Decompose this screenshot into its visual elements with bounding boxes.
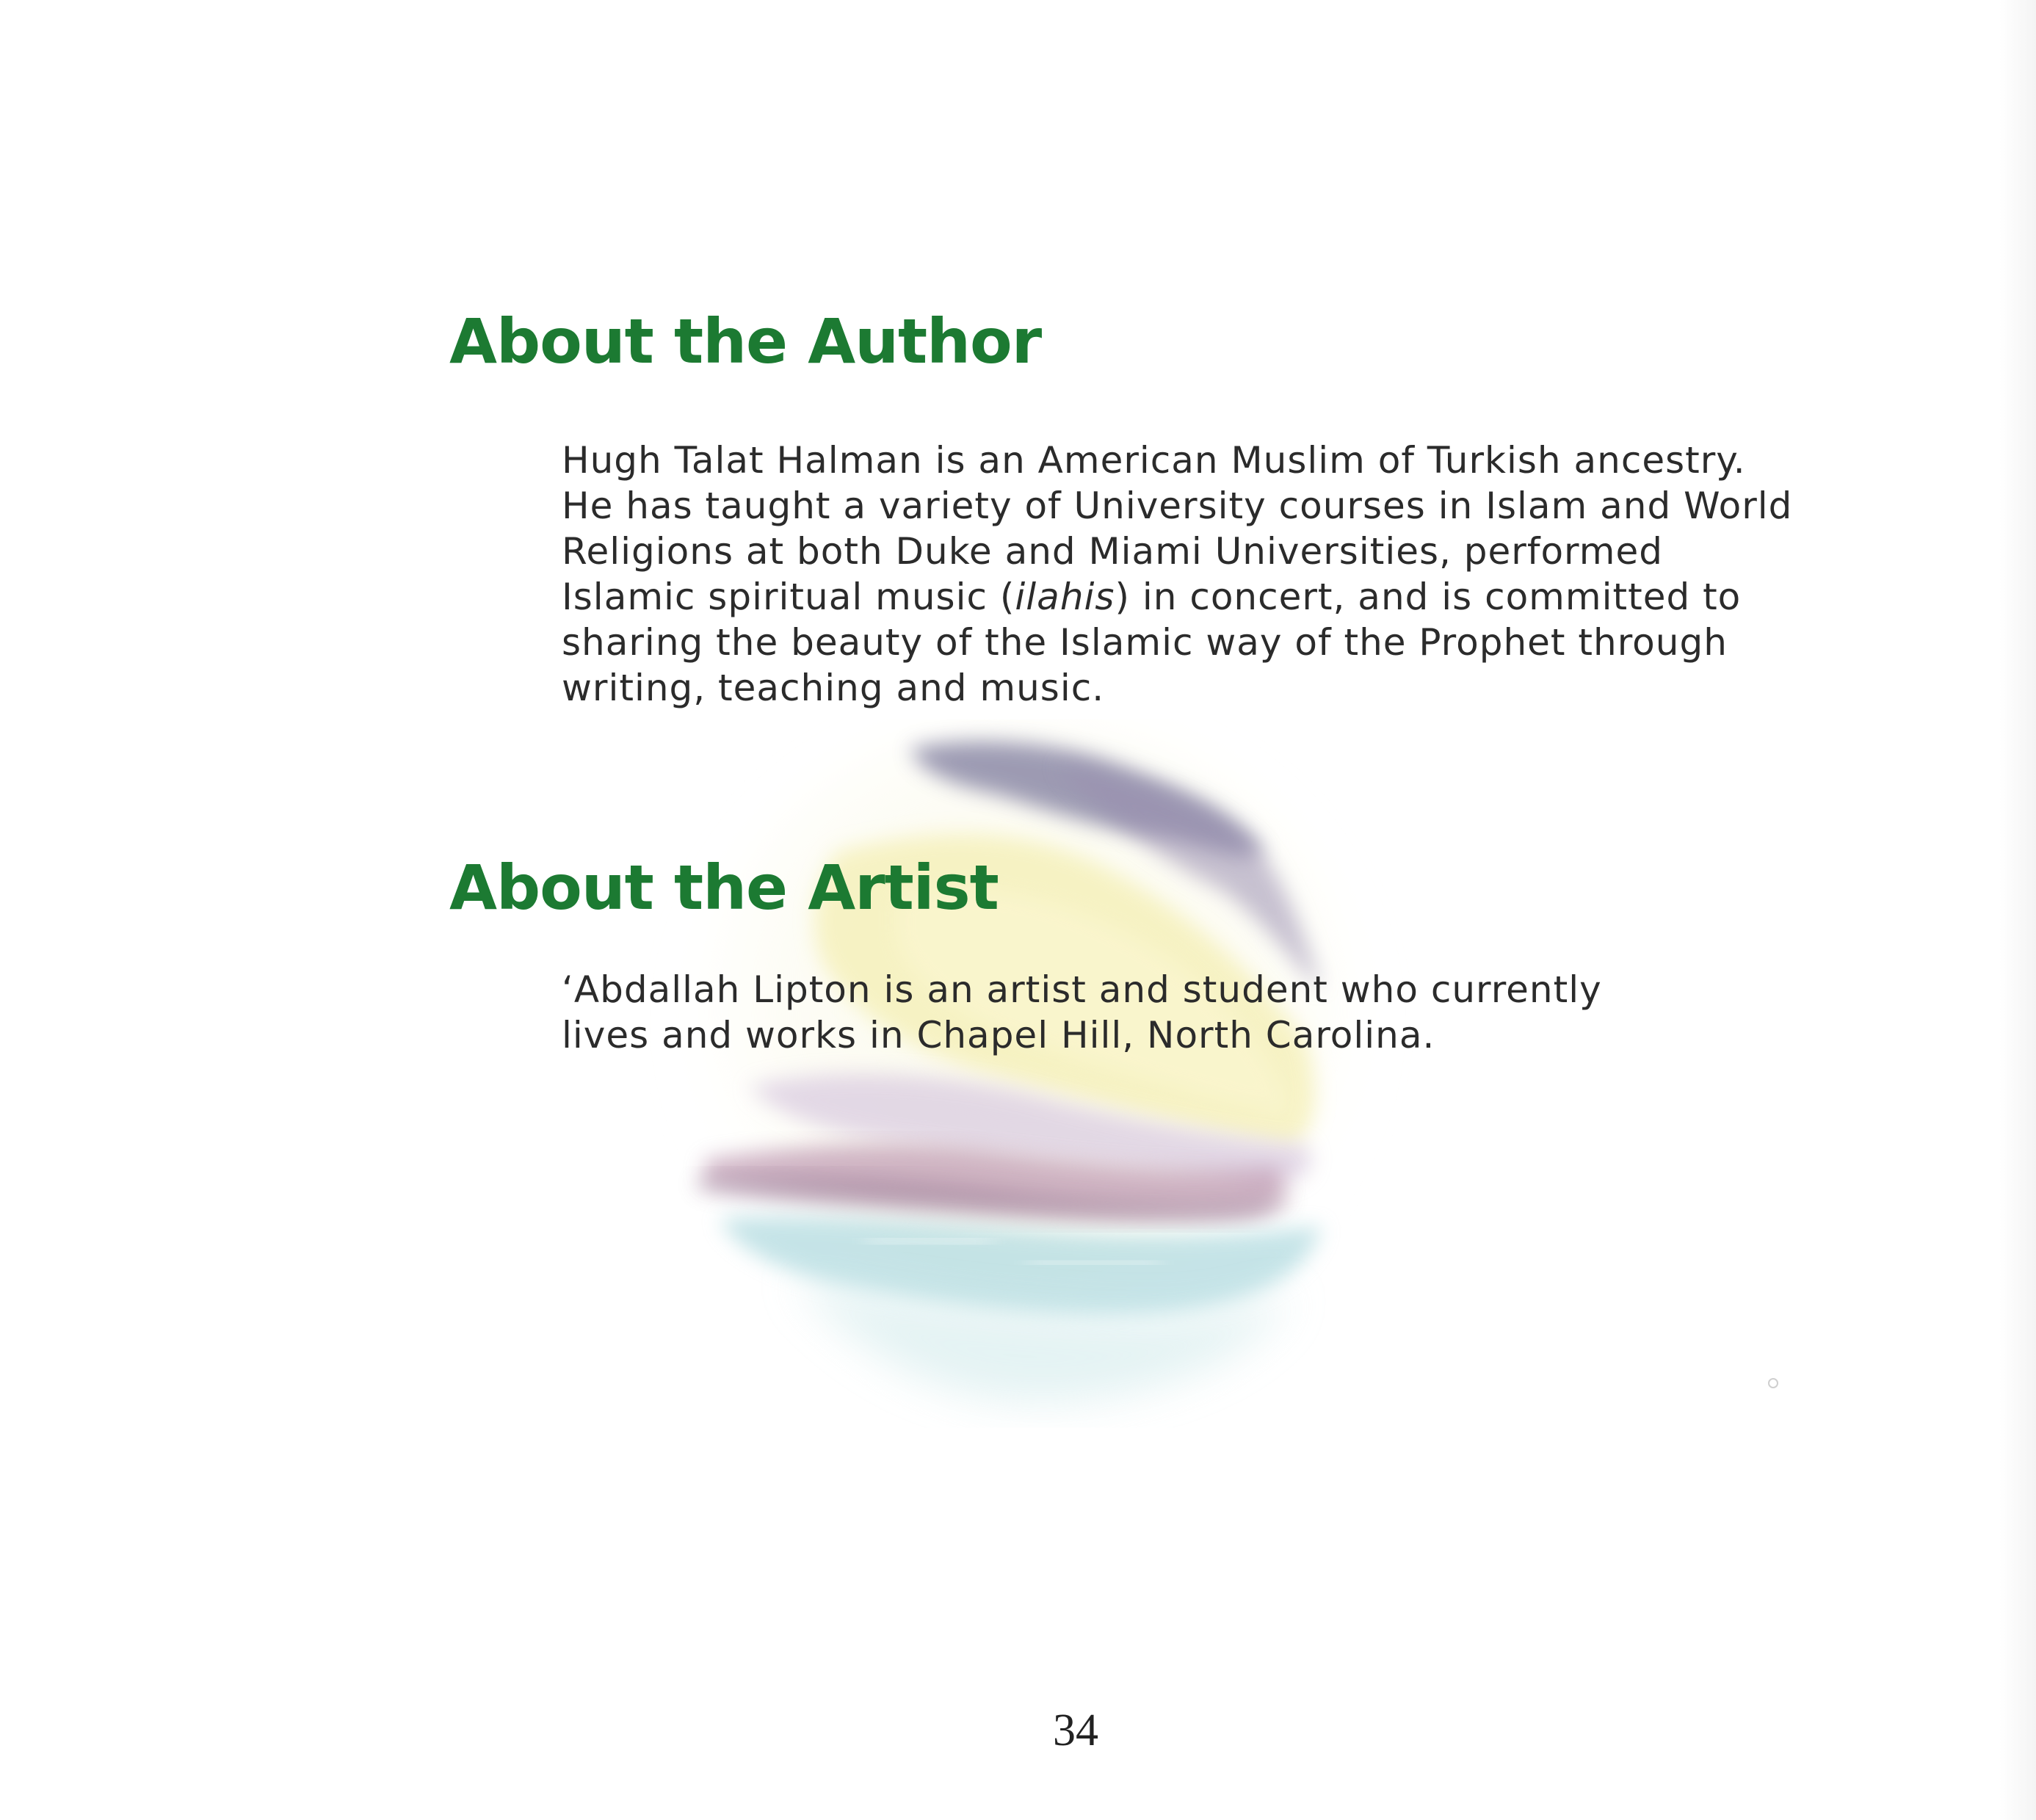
artist-bio-line: lives and works in Chapel Hill, North Carolina. xyxy=(562,1014,1435,1056)
ilahis-term: ilahis xyxy=(1015,576,1115,618)
author-bio xyxy=(562,438,1792,711)
author-bio-line xyxy=(562,574,1792,620)
page-number: 34 xyxy=(1053,1705,1098,1755)
page-edge-shadow xyxy=(1999,0,2036,1820)
author-bio-line: writing, teaching and music. xyxy=(562,667,1105,709)
author-bio-text: ) in concert, and is committed to xyxy=(1115,576,1742,618)
author-bio-line: Hugh Talat Halman is an American Muslim of Turkish ancestry. xyxy=(562,439,1746,482)
artist-bio-line: ʻAbdallah Lipton is an artist and student who currently xyxy=(562,968,1602,1011)
watercolor-landscape-illustration xyxy=(646,719,1454,1483)
artist-bio xyxy=(562,967,1602,1058)
author-bio-line: sharing the beauty of the Islamic way of the Prophet through xyxy=(562,621,1728,664)
about-artist-heading: About the Artist xyxy=(449,852,999,924)
author-bio-line: Religions at both Duke and Miami Universities, performed xyxy=(562,530,1663,573)
paper-speck xyxy=(1768,1378,1778,1388)
author-bio-line: He has taught a variety of University courses in Islam and World xyxy=(562,485,1793,527)
author-bio-text: Islamic spiritual music ( xyxy=(562,576,1015,618)
about-author-heading: About the Author xyxy=(449,305,1042,377)
